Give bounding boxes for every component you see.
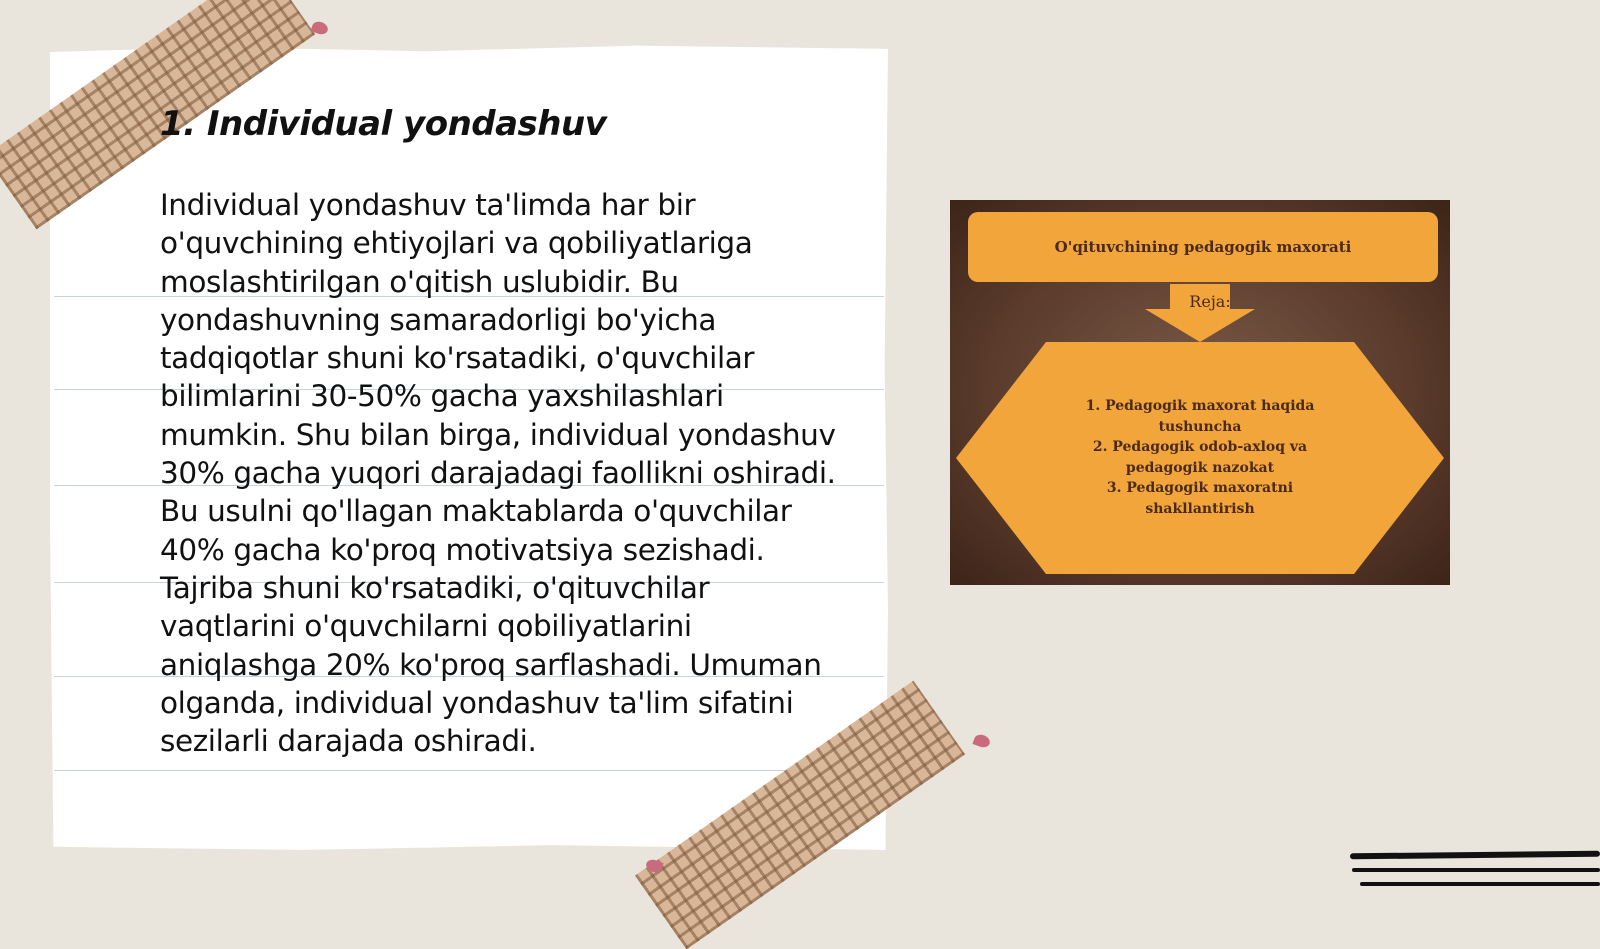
plan-item-line: 1. Pedagogik maxorat haqida [1085,398,1315,414]
brush-stroke-decoration [1360,882,1600,886]
tape-pin [972,733,991,750]
diagram-plan-list [1050,396,1350,519]
ruled-line [54,770,884,771]
brush-stroke-decoration [1352,868,1600,872]
slide-title: 1. Individual yondashuv [160,104,607,144]
plan-item-line: 2. Pedagogik odob-axloq va [1092,439,1308,455]
diagram-banner: O'qituvchining pedagogik maxorati [968,212,1438,282]
slide-body-text: Individual yondashuv ta'limda har bir o'quvchining ehtiyojlari va qobiliyatlariga moslashtirilgan o'qitish uslubidir. Bu yondashuvning samaradorligi bo'yicha tadqiqotlar shuni ko'rsatadiki, o'quvchilar bilimlarini 30-50% gacha yaxshilashlari mumkin. Shu bilan birga, individual yondashuv 30% gacha yuqori darajadagi faollikni oshiradi. Bu usulni qo'llagan maktablarda o'quvchilar 40% gacha ko'proq motivatsiya sezishadi. Tajriba shuni ko'rsatadiki, o'qituvchilar vaqtlarini o'quvchilarni qobiliyatlarini aniqlashga 20% ko'proq sarflashadi. Umuman olganda, individual yondashuv ta'lim sifatini sezilarli darajada oshiradi. [160,188,836,759]
pedagogy-diagram-image [950,200,1450,585]
plan-item-line: shakllantirish [1145,500,1255,517]
brush-stroke-decoration [1350,851,1600,860]
plan-item-line: pedagogik nazokat [1125,459,1275,476]
plan-item-line: 3. Pedagogik maxoratni [1106,480,1294,496]
diagram-reja-label: Reja: [1189,292,1231,311]
plan-item-line: tushuncha [1158,418,1242,435]
